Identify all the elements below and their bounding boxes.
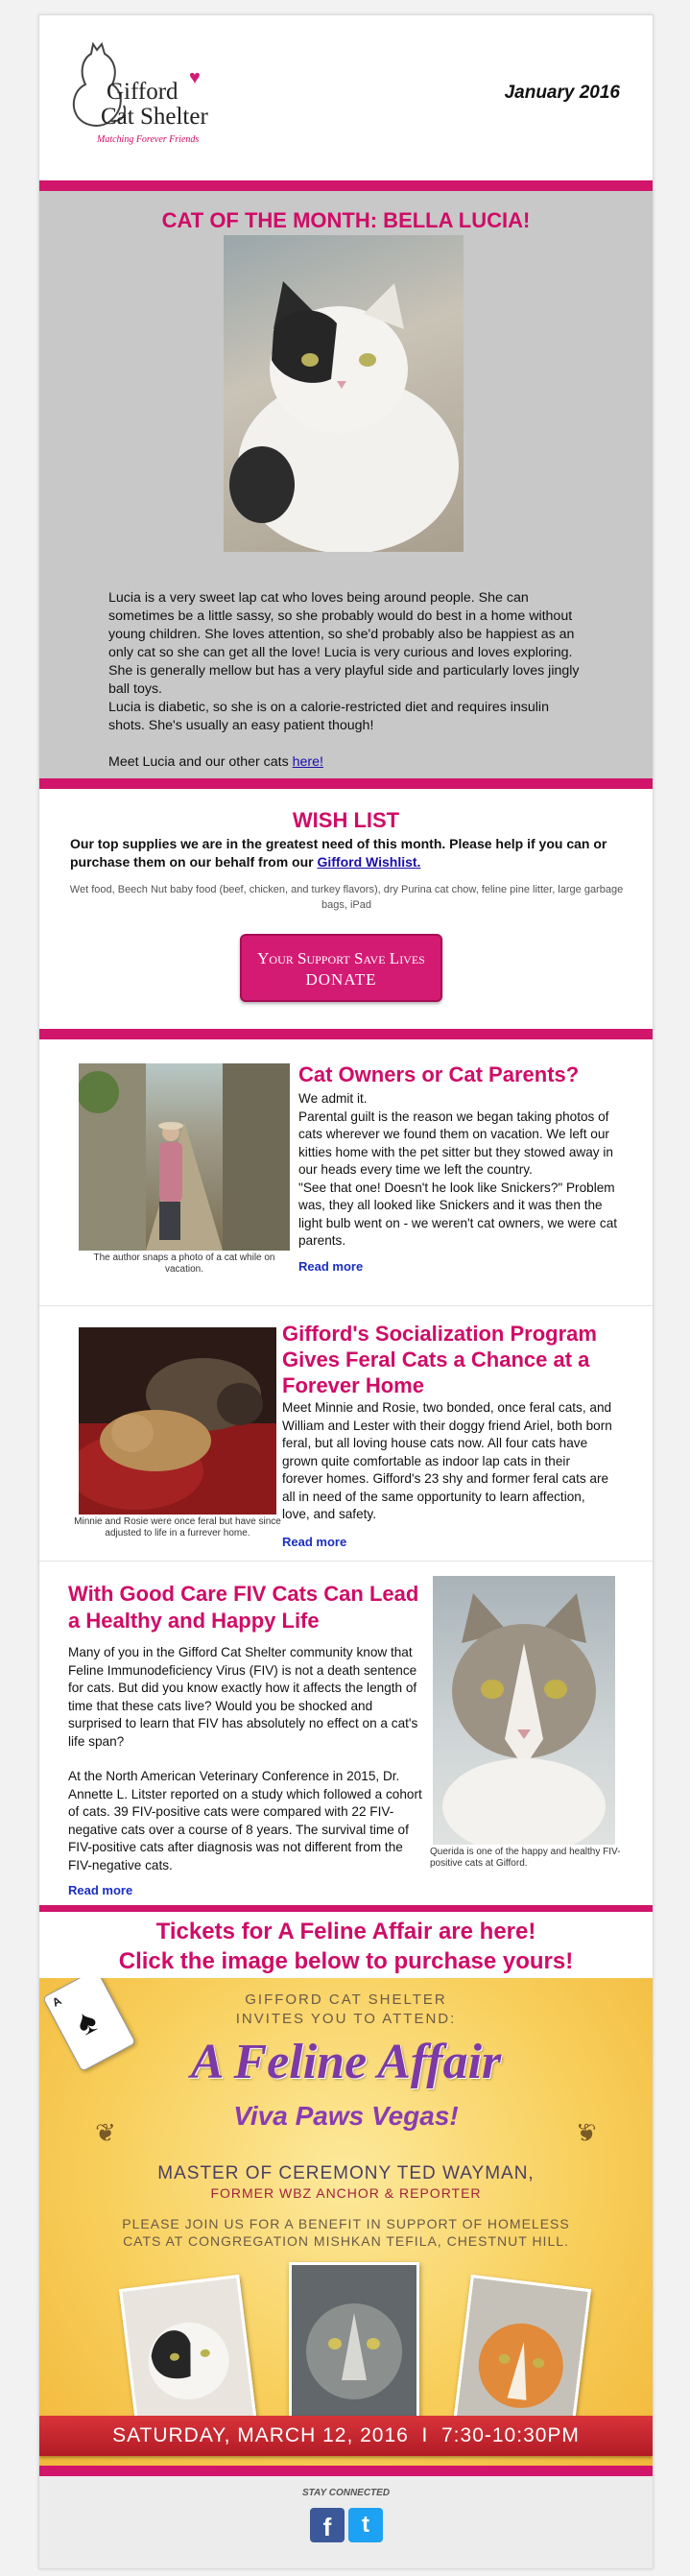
article-cat-parents bbox=[39, 1039, 653, 1305]
cotm-meet bbox=[108, 753, 586, 772]
wishlist-intro-text: Our top supplies we are in the greatest need of this month. Please help if you can or purchase them on our behalf from our bbox=[70, 836, 607, 870]
donate-label: DONATE bbox=[305, 970, 377, 989]
logo-tagline: Matching Forever Friends bbox=[97, 134, 200, 145]
heart-icon: ♥ bbox=[189, 67, 201, 88]
article1-p2: Parental guilt is the reason we began taking photos of cats wherever we found them on vacation. We left our kitties home with the pet sitter but they stowed away in our heads every time we left the country. bbox=[298, 1109, 613, 1177]
article3-p2: At the North American Veterinary Conference in 2015, Dr. Annette L. Litster reported on a study which followed a cohort of cats. 39 FIV-positive cats were compared with 22 FIV-negative cats over a course of 8 years. The survival time of FIV-positive cats after diagnosis was not different from the FIV-negative cats. bbox=[68, 1769, 422, 1872]
divider bbox=[39, 2466, 653, 2476]
event-subtitle: Viva Paws Vegas! bbox=[233, 2101, 459, 2131]
card-cat-1 bbox=[119, 2275, 257, 2438]
wishlist-title: WISH LIST bbox=[292, 808, 400, 832]
invite-mc: MASTER OF CEREMONY TED WAYMAN, bbox=[157, 2163, 535, 2183]
event-date: SATURDAY, MARCH 12, 2016 I 7:30-10:30PM bbox=[112, 2424, 580, 2446]
divider bbox=[39, 1905, 653, 1912]
event-title: A Feline Affair bbox=[190, 2035, 502, 2089]
logo[interactable] bbox=[68, 42, 231, 157]
card-cat-2 bbox=[289, 2262, 419, 2426]
article2-photo[interactable] bbox=[79, 1327, 276, 1515]
cotm-text bbox=[108, 589, 586, 772]
article2-caption: Minnie and Rosie were once feral but have since adjusted to life in a furrever home. bbox=[74, 1516, 281, 1538]
article1-title: Cat Owners or Cat Parents? bbox=[298, 1062, 580, 1086]
wishlist-section bbox=[39, 789, 653, 1029]
footer bbox=[39, 2476, 653, 2568]
cotm-title: CAT OF THE MONTH: BELLA LUCIA! bbox=[161, 208, 531, 232]
twitter-icon[interactable] bbox=[348, 2508, 383, 2542]
cotm-panel bbox=[39, 191, 653, 778]
card-cat-3 bbox=[453, 2275, 591, 2438]
ornament-left: ❦ bbox=[95, 2118, 116, 2147]
tickets-heading bbox=[39, 1917, 653, 1976]
event-date-banner bbox=[39, 2416, 653, 2456]
logo-line1: Gifford bbox=[107, 79, 178, 105]
cotm-here-link[interactable]: here! bbox=[292, 754, 323, 770]
article-feral-program bbox=[39, 1306, 653, 1561]
article1-photo[interactable] bbox=[79, 1063, 290, 1251]
gifford-wishlist-link[interactable]: Gifford Wishlist. bbox=[317, 854, 421, 870]
cotm-photo[interactable] bbox=[224, 235, 464, 552]
newsletter-sheet bbox=[38, 14, 654, 2569]
article3-caption: Querida is one of the happy and healthy FIV-positive cats at Gifford. bbox=[430, 1847, 621, 1869]
invite-line2: INVITES YOU TO ATTEND: bbox=[235, 2011, 457, 2027]
wishlist-intro bbox=[70, 835, 627, 871]
event-invite-banner[interactable] bbox=[39, 1978, 653, 2466]
article2-p1: Meet Minnie and Rosie, two bonded, once feral cats, and William and Lester with their doggy friend Ariel, both born feral, but all loving house cats now. All four cats have grown quite comfortable as indoor lap cats in their forever homes. Gifford's 23 shy and former feral cats are all in need of the same opportunity to learn affection, love, and safety. bbox=[282, 1400, 612, 1521]
divider bbox=[39, 1029, 653, 1039]
article1-p3: "See that one! Doesn't he look like Snickers?" Problem was, they all looked like Snickers and it was then the light bulb went on - we weren't cat owners, we were cat parents. bbox=[298, 1180, 618, 1248]
facebook-glyph: f bbox=[322, 2513, 332, 2541]
invite-mc-role: FORMER WBZ ANCHOR & REPORTER bbox=[210, 2185, 482, 2201]
wishlist-items: Wet food, Beech Nut baby food (beef, chicken, and turkey flavors), dry Purina cat chow, feline pine litter, large garbage bags, iPad bbox=[69, 884, 624, 911]
article-fiv-cats bbox=[39, 1562, 653, 1905]
article2-read-more[interactable]: Read more bbox=[282, 1534, 347, 1549]
donate-button[interactable] bbox=[240, 934, 442, 1002]
invite-line1: GIFFORD CAT SHELTER bbox=[245, 1992, 447, 2008]
invite-join2: CATS AT CONGREGATION MISHKAN TEFILA, CHESTNUT HILL. bbox=[123, 2233, 569, 2249]
twitter-glyph: t bbox=[362, 2512, 369, 2538]
divider bbox=[39, 778, 653, 789]
stay-connected-label: STAY CONNECTED bbox=[301, 2488, 391, 2498]
article3-title: With Good Care FIV Cats Can Lead a Healthy and Happy Life bbox=[68, 1582, 419, 1633]
article2-title: Gifford's Socialization Program Gives Feral Cats a Chance at a Forever Home bbox=[282, 1322, 597, 1397]
article1-p1: We admit it. bbox=[298, 1091, 368, 1106]
issue-date: January 2016 bbox=[504, 83, 620, 103]
spade-icon: ♠ bbox=[68, 1999, 104, 2043]
ornament-right: ❦ bbox=[576, 2118, 597, 2147]
logo-line2: Cat Shelter bbox=[101, 104, 208, 130]
article3-photo[interactable] bbox=[433, 1576, 615, 1845]
divider bbox=[39, 180, 653, 191]
tickets-line2: Click the image below to purchase yours! bbox=[118, 1948, 574, 1974]
article3-read-more[interactable]: Read more bbox=[68, 1883, 133, 1897]
cotm-meet-text: Meet Lucia and our other cats bbox=[108, 754, 293, 770]
cotm-body: Lucia is a very sweet lap cat who loves being around people. She can sometimes be a little sassy, so she probably would do best in a home without young children. She loves attention, so she'd probably also be happiest as an only cat so she can get all the love! Lucia is very curious and loves exploring. She is generally mellow but has a very playful side and particularly loves jingly ball toys. bbox=[108, 590, 580, 697]
card-rank: A bbox=[50, 1993, 64, 2010]
donate-slogan: Your Support Save Lives bbox=[257, 949, 425, 967]
article1-caption: The author snaps a photo of a cat while on vacation. bbox=[93, 1252, 275, 1275]
article3-body bbox=[68, 1644, 425, 1900]
cotm-body2: Lucia is diabetic, so she is on a calorie-restricted diet and requires insulin shots. She's usually an easy patient though! bbox=[108, 700, 549, 733]
facebook-icon[interactable] bbox=[310, 2508, 345, 2542]
article1-read-more[interactable]: Read more bbox=[298, 1258, 364, 1274]
article2-body bbox=[282, 1399, 613, 1551]
invite-join1: PLEASE JOIN US FOR A BENEFIT IN SUPPORT OF HOMELESS bbox=[122, 2216, 570, 2231]
article1-body bbox=[298, 1090, 620, 1276]
tickets-line1: Tickets for A Feline Affair are here! bbox=[155, 1919, 536, 1944]
article3-p1: Many of you in the Gifford Cat Shelter community know that Feline Immunodeficiency Virus (FIV) is not a death sentence for cats. But did you know exactly how it affects the length of time that these cats live? Would you be shocked and surprised to learn that FIV has absolutely no effect on a cat's life span? bbox=[68, 1645, 418, 1749]
